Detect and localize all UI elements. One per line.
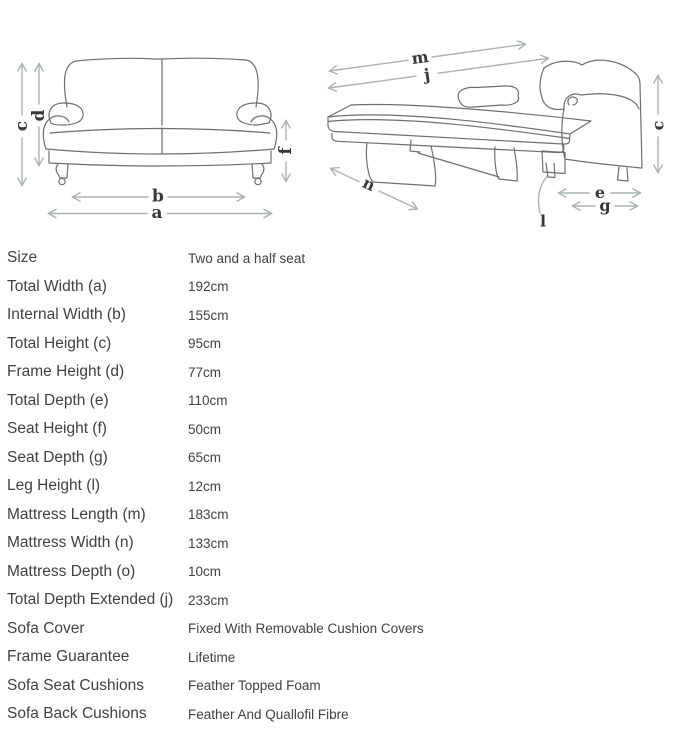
spec-value: 10cm [188, 564, 222, 580]
dimension-letter-b: b [152, 186, 164, 207]
spec-row [7, 358, 669, 387]
dimension-letter-a: a [151, 203, 163, 223]
spec-value: 183cm [188, 507, 229, 523]
spec-row [7, 700, 669, 729]
spec-row [7, 387, 669, 416]
spec-row [7, 273, 669, 302]
spec-value: 233cm [188, 592, 229, 608]
spec-row [7, 501, 669, 530]
sofa-front-diagram [5, 55, 315, 227]
spec-label: Total Height (c) [7, 334, 112, 352]
spec-value: 50cm [188, 421, 222, 437]
spec-label: Total Depth (e) [7, 391, 109, 409]
dimension-letter-c2: c [648, 120, 668, 131]
spec-row [7, 244, 669, 273]
dimension-letter-f: f [276, 147, 296, 155]
dimension-letter-m: m [410, 46, 430, 69]
spec-label: Internal Width (b) [7, 306, 126, 324]
spec-label: Sofa Back Cushions [7, 705, 147, 723]
spec-row [7, 558, 669, 587]
spec-value: 12cm [188, 478, 222, 494]
spec-value: 65cm [188, 450, 222, 466]
spec-value: 77cm [188, 364, 222, 380]
spec-label: Seat Depth (g) [7, 448, 108, 466]
spec-value: Feather And Quallofil Fibre [188, 706, 349, 722]
dimension-letter-c: c [12, 120, 32, 132]
sofa-bed-extended-diagram [320, 30, 674, 235]
dimension-letter-g: g [599, 196, 611, 215]
spec-row [7, 529, 669, 558]
dimension-letter-l: l [539, 211, 547, 231]
spec-label: Total Width (a) [7, 277, 107, 295]
spec-row [7, 586, 669, 615]
spec-row [7, 615, 669, 644]
spec-value: 192cm [188, 279, 229, 295]
spec-row [7, 330, 669, 359]
dimension-letter-j: j [422, 64, 432, 85]
spec-label: Size [7, 249, 38, 267]
sofa-front-outline [43, 58, 276, 185]
spec-value: Lifetime [188, 649, 236, 665]
spec-label: Frame Height (d) [7, 363, 125, 381]
dimension-letter-d: d [29, 109, 49, 122]
spec-label: Total Depth Extended (j) [7, 591, 174, 609]
spec-label: Mattress Depth (o) [7, 562, 136, 580]
dimension-letter-e: e [594, 183, 606, 202]
spec-value: 155cm [188, 307, 229, 323]
spec-value: 133cm [188, 535, 229, 551]
leg-height-leader-line [538, 176, 547, 213]
spec-label: Leg Height (l) [7, 477, 101, 495]
sofa-bed-outline [328, 60, 642, 186]
spec-value: 95cm [188, 336, 222, 352]
spec-label: Mattress Width (n) [7, 534, 134, 552]
spec-row [7, 415, 669, 444]
spec-row [7, 472, 669, 501]
spec-row [7, 643, 669, 672]
spec-row [7, 301, 669, 330]
spec-label: Seat Height (f) [7, 420, 107, 438]
spec-row [7, 444, 669, 473]
spec-label: Frame Guarantee [7, 648, 130, 666]
spec-label: Sofa Cover [7, 619, 85, 637]
spec-row [7, 672, 669, 701]
spec-value: Fixed With Removable Cushion Covers [188, 621, 424, 637]
dimension-letter-n: n [359, 172, 379, 196]
spec-value: 110cm [188, 393, 228, 409]
spec-label: Sofa Seat Cushions [7, 676, 145, 694]
spec-label: Mattress Length (m) [7, 505, 146, 523]
spec-table [7, 244, 669, 729]
spec-value: Two and a half seat [188, 250, 306, 266]
spec-value: Feather Topped Foam [188, 678, 321, 694]
